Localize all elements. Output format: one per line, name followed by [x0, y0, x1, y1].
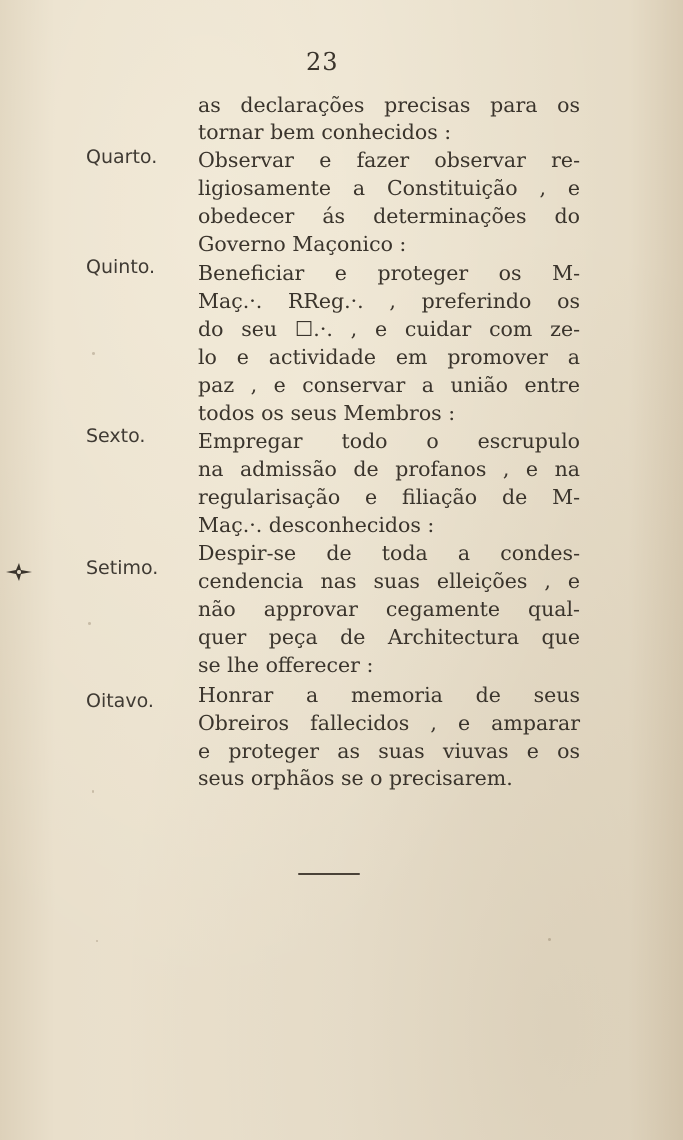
text-line: Maç.·. desconhecidos :	[198, 513, 435, 537]
margin-label-quinto: Quinto.	[86, 256, 156, 278]
foxing-spot	[548, 938, 551, 941]
text-line: do seu ☐.·. , e cuidar com ze-	[198, 317, 580, 341]
text-line: Obreiros fallecidos , e amparar	[198, 711, 580, 735]
text-line: e proteger as suas viuvas e os	[198, 739, 580, 763]
text-line: não approvar cegamente qual-	[198, 597, 580, 621]
text-line: obedecer ás determinações do	[198, 204, 580, 228]
text-line: seus orphãos se o precisarem.	[198, 766, 513, 790]
text-line: na admissão de profanos , e na	[198, 457, 580, 481]
foxing-spot	[92, 352, 95, 355]
text-line: Empregar todo o escrupulo	[198, 429, 580, 453]
text-line: se lhe offerecer :	[198, 653, 374, 677]
foxing-spot	[92, 790, 94, 793]
text-line: Beneficiar e proteger os M-	[198, 261, 580, 285]
text-line: as declarações precisas para os	[198, 93, 580, 117]
text-line: ligiosamente a Constituição , e	[198, 176, 580, 200]
text-line: paz , e conservar a união entre	[198, 373, 580, 397]
text-line: Observar e fazer observar re-	[198, 148, 580, 172]
printers-flower-icon	[4, 561, 34, 583]
margin-label-sexto: Sexto.	[86, 425, 146, 447]
text-line: tornar bem conhecidos :	[198, 120, 452, 144]
text-line: cendencia nas suas elleições , e	[198, 569, 580, 593]
foxing-spot	[96, 940, 98, 942]
foxing-spot	[88, 622, 91, 625]
text-line: regularisação e filiação de M-	[198, 485, 580, 509]
text-line: Despir-se de toda a condes-	[198, 541, 580, 565]
end-rule	[298, 873, 360, 875]
text-line: todos os seus Membros :	[198, 401, 456, 425]
page-number: 23	[306, 48, 339, 76]
margin-label-setimo: Setimo.	[86, 557, 159, 579]
margin-label-quarto: Quarto.	[86, 146, 158, 168]
text-line: Maç.·. RReg.·. , preferindo os	[198, 289, 580, 313]
text-line: quer peça de Architectura que	[198, 625, 580, 649]
text-line: Governo Maçonico :	[198, 232, 407, 256]
text-line: lo e actividade em promover a	[198, 345, 580, 369]
margin-label-oitavo: Oitavo.	[86, 690, 154, 712]
text-line: Honrar a memoria de seus	[198, 683, 580, 707]
